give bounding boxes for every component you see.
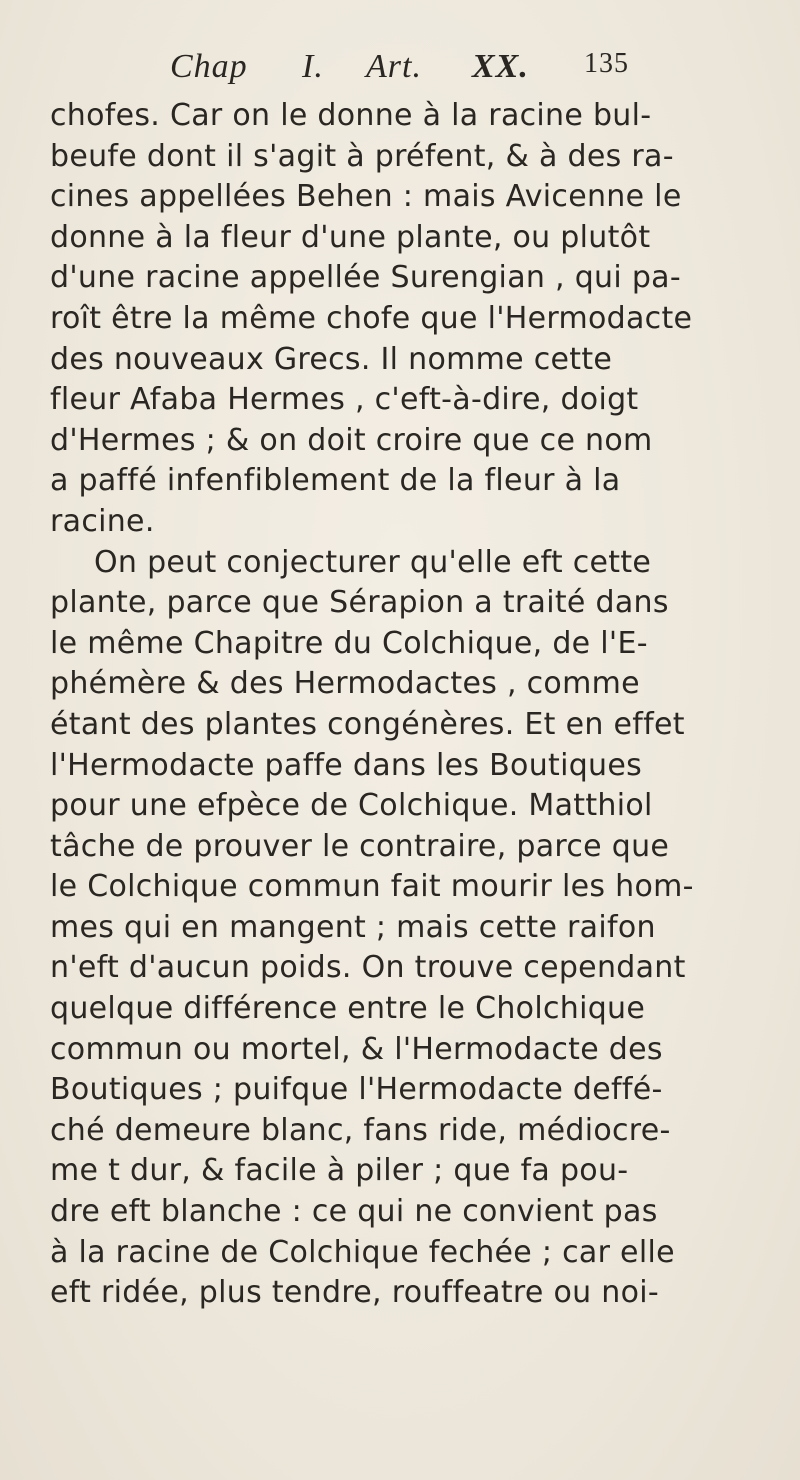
text-line: donne à la fleur d'une plante, ou plutôt [50,219,651,255]
text-line: me t dur, & facile à piler ; que fa pou- [50,1153,629,1189]
page-number: 135 [584,48,629,79]
text-line: phémère & des Hermodactes , comme [50,666,640,702]
text-line: d'Hermes ; & on doit croire que ce nom [50,422,653,458]
text-line: des nouveaux Grecs. Il nomme cette [50,341,613,377]
header-article: Art. [366,48,422,85]
text-line: ché demeure blanc, fans ride, médiocre- [50,1112,671,1148]
header-article-number: XX. [472,48,529,85]
text-line: cines appellées Behen : mais Avicenne le [50,179,682,215]
text-line: pour une efpèce de Colchique. Matthiol [50,788,653,824]
text-line: tâche de prouver le contraire, parce que [50,828,670,864]
text-line: le même Chapitre du Colchique, de l'E- [50,625,648,661]
text-line: beufe dont il s'agit à préfent, & à des ra- [50,138,674,174]
text-line: le Colchique commun fait mourir les hom- [50,869,694,905]
text-line: a paffé infenfiblement de la fleur à la [50,463,621,499]
text-line: mes qui en mangent ; mais cette raifon [50,909,656,945]
text-line: quelque différence entre le Cholchique [50,991,646,1027]
header-chapter: Chap [170,48,248,85]
text-line: roît être la même chofe que l'Hermodacte [50,300,693,336]
text-line: commun ou mortel, & l'Hermodacte des [50,1031,663,1067]
paragraph-start-line: On peut conjecturer qu'elle eft cette [94,544,652,580]
text-line: l'Hermodacte paffe dans les Boutiques [50,747,643,783]
text-line: racine. [50,503,155,539]
text-line: fleur Afaba Hermes , c'eft-à-dire, doigt [50,382,639,418]
text-line: plante, parce que Sérapion a traité dans [50,585,669,621]
text-line: n'eft d'aucun poids. On trouve cependant [50,950,686,986]
text-line: eft ridée, plus tendre, rouffeatre ou noi- [50,1275,659,1311]
text-line: Boutiques ; puifque l'Hermodacte deffé- [50,1072,663,1108]
text-line: d'une racine appellée Surengian , qui pa- [50,260,681,296]
header-chapter-number: I. [302,48,324,85]
text-line: dre eft blanche : ce qui ne convient pas [50,1194,658,1230]
text-line: chofes. Car on le donne à la racine bul- [50,98,652,133]
text-line: étant des plantes congénères. Et en effet [50,706,685,742]
text-line: à la racine de Colchique fechée ; car elle [50,1234,675,1270]
running-header [170,48,730,98]
body-text [50,96,770,1314]
